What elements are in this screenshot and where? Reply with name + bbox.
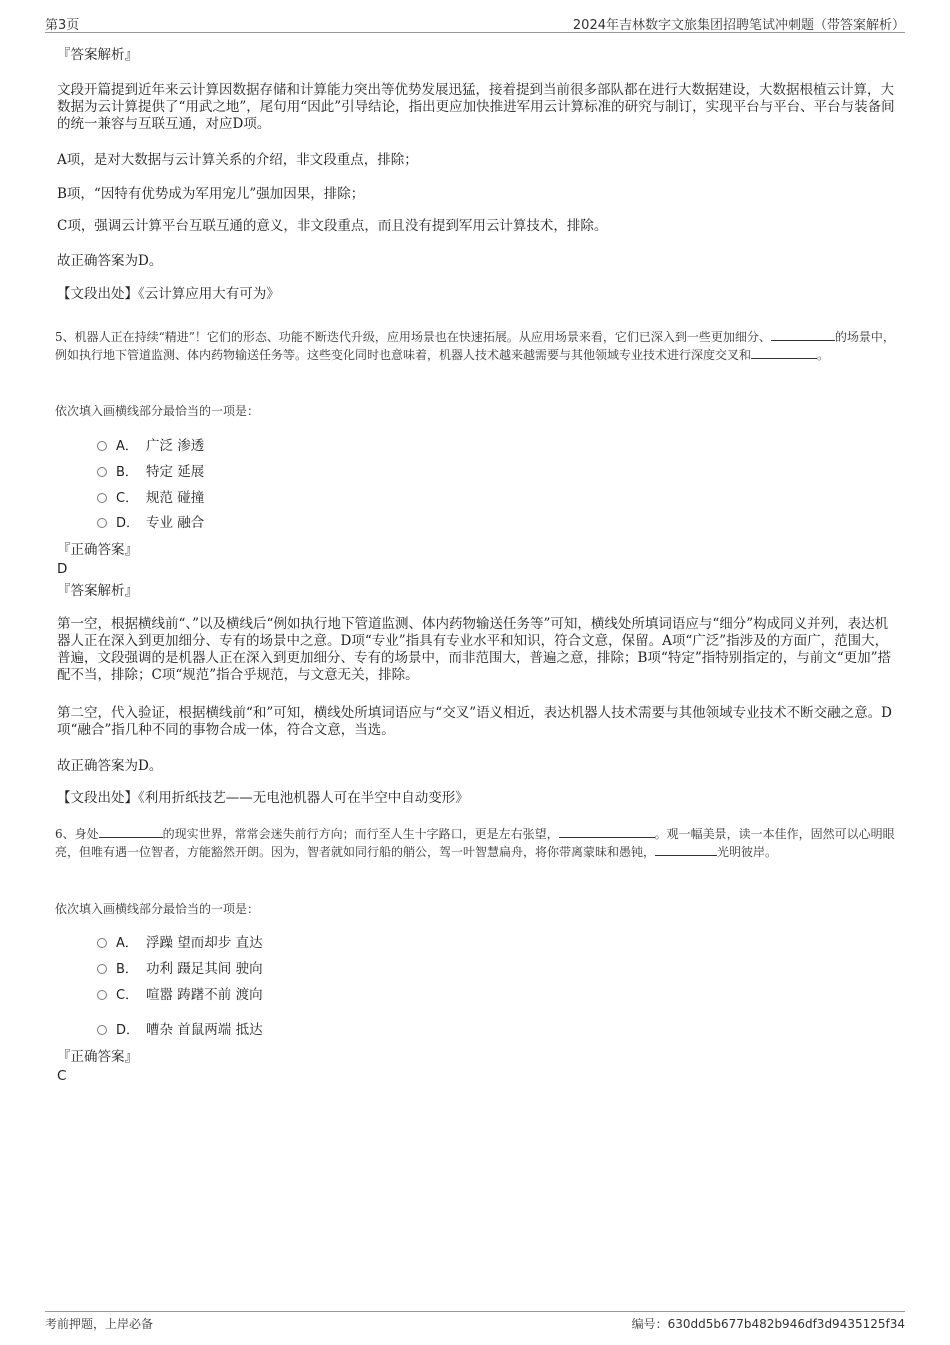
- radio-button-icon[interactable]: [97, 467, 107, 477]
- q6-blank-1: [99, 825, 163, 838]
- q6-answer-label: 『正确答案』: [57, 1049, 138, 1065]
- q5-option-d[interactable]: D． 专业 融合: [97, 514, 204, 533]
- q5-source: 【文段出处】《利用折纸技艺——无电池机器人可在半空中自动变形》: [57, 790, 469, 806]
- q5-option-b[interactable]: B． 特定 延展: [97, 463, 204, 482]
- q4-analysis-label: 『答案解析』: [57, 47, 138, 63]
- q4-analysis-p4: C项，强调云计算平台互联互通的意义，非文段重点，而且没有提到军用云计算技术，排除。: [57, 218, 608, 234]
- q5-option-a[interactable]: A． 广泛 渗透: [97, 437, 204, 456]
- q6-blank-3: [655, 843, 717, 856]
- q5-analysis-p2: 第二空，代入验证，根据横线前“和”可知，横线处所填词语应与“交叉”语义相近，表达机器人技术需要与其他领域专业技术不断交融之意。D项“融合”指几种不同的事物合成一体，符合文意，当选。: [57, 705, 892, 738]
- q6-stem: 6、身处 的现实世界，常常会迷失前行方向；而行至人生十字路口，更是左右张望， 。观一幅美景，读一本佳作，固然可以心明眼亮，但唯有遇一位智者，方能豁然开朗。因为，智者就如同行船的艄公，驾一叶智慧扁舟，将你带离蒙昧和愚钝， 光明彼岸。: [55, 827, 895, 859]
- page-footer: [45, 1311, 905, 1336]
- radio-button-icon[interactable]: [97, 518, 107, 528]
- q6-option-b[interactable]: B． 功利 蹑足其间 驶向: [97, 960, 263, 979]
- q5-answer: D: [57, 561, 68, 577]
- radio-button-icon[interactable]: [97, 938, 107, 948]
- q4-analysis-p2: A项，是对大数据与云计算关系的介绍，非文段重点，排除；: [57, 152, 418, 168]
- q6-instruction: 依次填入画横线部分最恰当的一项是：: [55, 902, 260, 916]
- q5-analysis-label: 『答案解析』: [57, 583, 138, 599]
- q5-option-c[interactable]: C． 规范 碰撞: [97, 489, 204, 508]
- q4-analysis-p3: B项，“因特有优势成为军用宠儿”强加因果，排除；: [57, 186, 365, 202]
- radio-button-icon[interactable]: [97, 964, 107, 974]
- q5-conclusion: 故正确答案为D。: [57, 758, 163, 774]
- q6-blank-2: [559, 825, 655, 838]
- q6-option-d[interactable]: D． 嘈杂 首鼠两端 抵达: [97, 1021, 263, 1040]
- page-header: [45, 12, 905, 33]
- radio-button-icon[interactable]: [97, 441, 107, 451]
- q5-stem: 5、机器人正在持续“精进”！它们的形态、功能不断迭代升级，应用场景也在快速拓展。从应用场景来看，它们已深入到一些更加细分、 的场景中，例如执行地下管道监测、体内药物输送任务等。这些变化同时也意味着，机器人技术越来越需要与其他领域专业技术进行深度交叉和 。: [55, 330, 895, 362]
- q5-answer-label: 『正确答案』: [57, 542, 138, 558]
- radio-button-icon[interactable]: [97, 990, 107, 1000]
- document-title: 2024年吉林数字文旅集团招聘笔试冲刺题（带答案解析）: [572, 18, 905, 33]
- q5-analysis-p1: 第一空，根据横线前“、”以及横线后“例如执行地下管道监测、体内药物输送任务等”可知，横线处所填词语应与“细分”构成同义并列，表达机器人正在深入到更加细分、专有的场景中之意。D项“专业”指具有专业水平和知识，符合文意，保留。A项“广泛”指涉及的方面广，范围大，普遍，文段强调的是机器人正在深入到更加细分、专有的场景中，而非范围大，普遍之意，排除；B项“特定”指特别指定的，与前文“更加”搭配不当，排除；C项“规范”指合乎规范，与文意无关，排除。: [57, 616, 892, 683]
- q6-option-c[interactable]: C． 喧嚣 踌躇不前 渡向: [97, 986, 263, 1005]
- q5-blank-2: [751, 346, 817, 359]
- page-number: 第3页: [45, 18, 80, 33]
- q6-answer: C: [57, 1068, 67, 1084]
- q5-blank-1: [771, 328, 835, 341]
- q6-option-a[interactable]: A． 浮躁 望而却步 直达: [97, 934, 263, 953]
- q5-instruction: 依次填入画横线部分最恰当的一项是：: [55, 404, 260, 418]
- q4-source: 【文段出处】《云计算应用大有可为》: [57, 286, 280, 302]
- footer-slogan: 考前押题，上岸必备: [45, 1317, 154, 1331]
- document-code: 编号：630dd5b677b482b946df3d9435125f34: [631, 1317, 905, 1331]
- q4-conclusion: 故正确答案为D。: [57, 253, 163, 269]
- q4-analysis-p1: 文段开篇提到近年来云计算因数据存储和计算能力突出等优势发展迅猛，接着提到当前很多部队都在进行大数据建设，大数据根植云计算，大数据为云计算提供了“用武之地”，尾句用“因此”引导结论，指出更应加快推进军用云计算标准的研究与制订，实现平台与平台、平台与装备间的统一兼容与互联互通，对应D项。: [57, 82, 895, 132]
- radio-button-icon[interactable]: [97, 1025, 107, 1035]
- radio-button-icon[interactable]: [97, 493, 107, 503]
